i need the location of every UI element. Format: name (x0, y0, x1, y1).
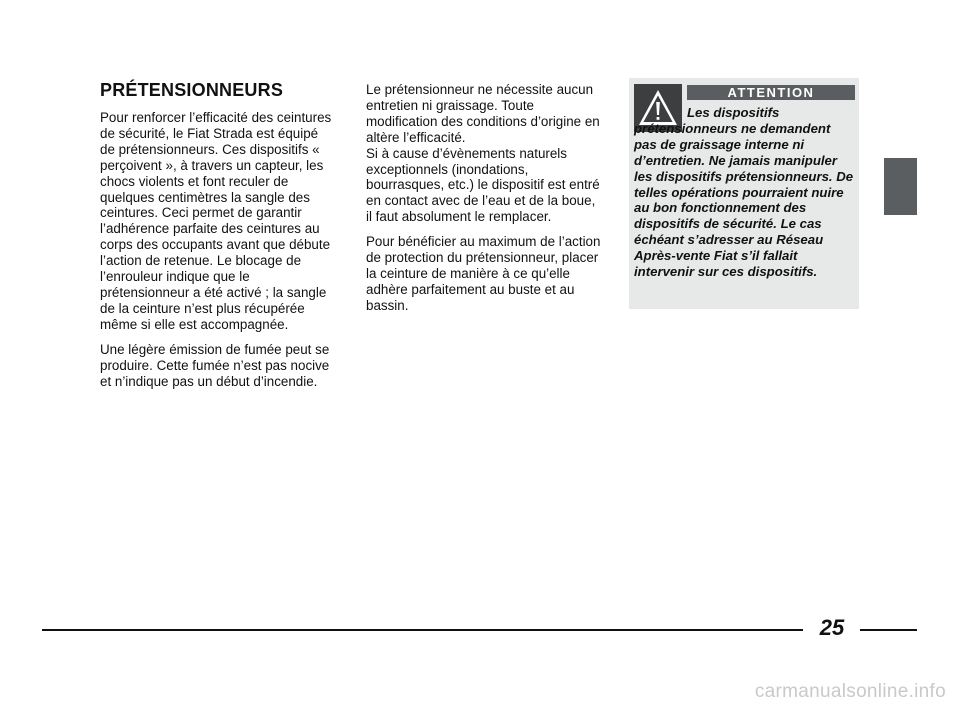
paragraph: Si à cause d’évènements naturels exceptionnels (inondations, bourrasques, etc.) le dispositif est entré en contact avec de l’eau et de la boue, il faut absolument le remplacer. (366, 145, 600, 225)
middle-column (366, 82, 602, 323)
left-column (100, 76, 336, 398)
watermark: carmanualsonline.info (754, 681, 946, 702)
warning-label: ATTENTION (687, 85, 855, 100)
paragraph: Le prétensionneur ne nécessite aucun entretien ni graissage. Toute modification des conditions d’origine en altère l’efficacité. (366, 82, 600, 145)
warning-text: Les dispositifs prétensionneurs ne demandent pas de graissage interne ni d’entretien. Ne jamais manipuler les dispositifs prétensionneurs. De telles opérations pourraient nuire au bon fonctionnement des dispositifs de sécurité. Le cas échéant s’adresser au Réseau Après-vente Fiat s’il fallait intervenir sur ces dispositifs. (634, 105, 854, 280)
paragraph: Une légère émission de fumée peut se produire. Cette fumée n’est pas nocive et n’indique pas un début d’incendie. (100, 341, 330, 389)
paragraph: Pour bénéficier au maximum de l’action de protection du prétensionneur, placer la ceinture de manière à ce qu’elle adhère parfaitement au buste et au bassin. (366, 234, 601, 313)
footer-rule-left (42, 629, 803, 631)
page-number: 25 (819, 615, 845, 640)
section-tab-marker (884, 158, 917, 215)
section-title: PRÉTENSIONNEURS (100, 80, 284, 100)
footer-rule-right (860, 629, 917, 631)
warning-box (629, 78, 859, 309)
paragraph: Pour renforcer l’efficacité des ceintures de sécurité, le Fiat Strada est équipé de prétensionneurs. Ces dispositifs « perçoivent », à travers un capteur, les chocs violents et font reculer de quelques centimètres la sangle des ceintures. Ceci permet de garantir l’adhérence parfaite des ceintures au corps des occupants avant que débute l’action de retenue. Le blocage de l’enrouleur indique que le prétensionneur a été activé ; la sangle de la ceinture n’est plus récupérée même si elle est accompagnée. (100, 110, 332, 332)
